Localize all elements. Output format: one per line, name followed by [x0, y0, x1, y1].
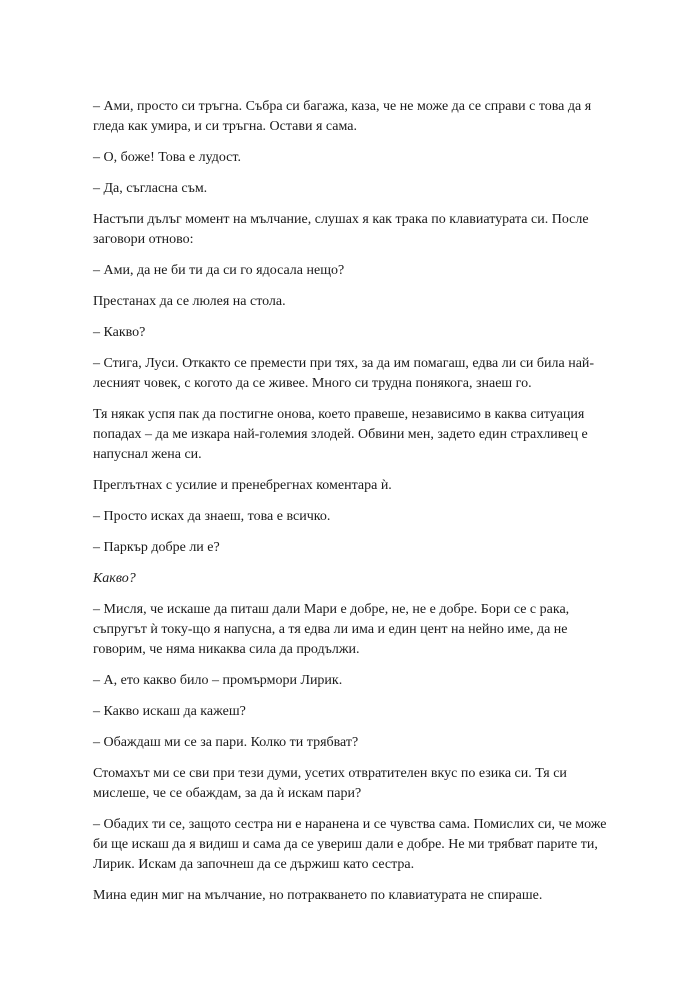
- paragraph: Мина един миг на мълчание, но потракването по клавиатурата не спираше.: [93, 888, 543, 903]
- paragraph: Тя някак успя пак да постигне онова, което правеше, независимо в каква ситуация попадах – да ме изкара най-големия злодей. Обвини мен, задето един страхливец е напуснал жена си.: [93, 407, 588, 462]
- paragraph: – Какво искаш да кажеш?: [93, 704, 246, 719]
- paragraph: – Обадих ти се, защото сестра ни е наранена и се чувства сама. Помислих си, че може би ще искаш да я видиш и сама да се увериш дали е добре. Не ми трябват парите ти, Лирик. Искам да започнеш да се държиш като сестра.: [93, 817, 607, 872]
- paragraph: Настъпи дълъг момент на мълчание, слушах я как трака по клавиатурата си. После заговори отново:: [93, 212, 589, 247]
- paragraph: Престанах да се люлея на стола.: [93, 294, 286, 309]
- paragraph: – Обаждаш ми се за пари. Колко ти трябват?: [93, 735, 359, 750]
- paragraph: – Ами, да не би ти да си го ядосала нещо?: [93, 263, 345, 278]
- paragraph: – Просто исках да знаеш, това е всичко.: [93, 509, 331, 524]
- paragraph: Преглътнах с усилие и пренебрегнах коментара ѝ.: [93, 478, 392, 493]
- paragraph: – А, ето какво било – промърмори Лирик.: [93, 673, 343, 688]
- body-text: [93, 97, 613, 917]
- paragraph-italic-thought: Какво?: [93, 571, 136, 586]
- paragraph: – Мисля, че искаше да питаш дали Мари е добре, не, не е добре. Бори се с рака, съпругът ѝ току-що я напусна, а тя едва ли има и един цент на нейно име, да не говорим, че няма никаква сила да продължи.: [93, 602, 570, 657]
- paragraph: – Стига, Луси. Откакто се премести при тях, за да им помагаш, едва ли си била най-лесният човек, с когото да се живее. Много си трудна понякога, знаеш го.: [93, 356, 595, 391]
- paragraph: – Какво?: [93, 325, 146, 340]
- paragraph: – Паркър добре ли е?: [93, 540, 220, 555]
- paragraph: – О, боже! Това е лудост.: [93, 150, 241, 165]
- paragraph: Стомахът ми се сви при тези думи, усетих отвратителен вкус по езика си. Тя си мислеше, че се обаждам, за да ѝ искам пари?: [93, 766, 567, 801]
- paragraph: – Ами, просто си тръгна. Събра си багажа, каза, че не може да се справи с това да я гледа как умира, и си тръгна. Остави я сама.: [93, 99, 592, 134]
- paragraph: – Да, съгласна съм.: [93, 181, 208, 196]
